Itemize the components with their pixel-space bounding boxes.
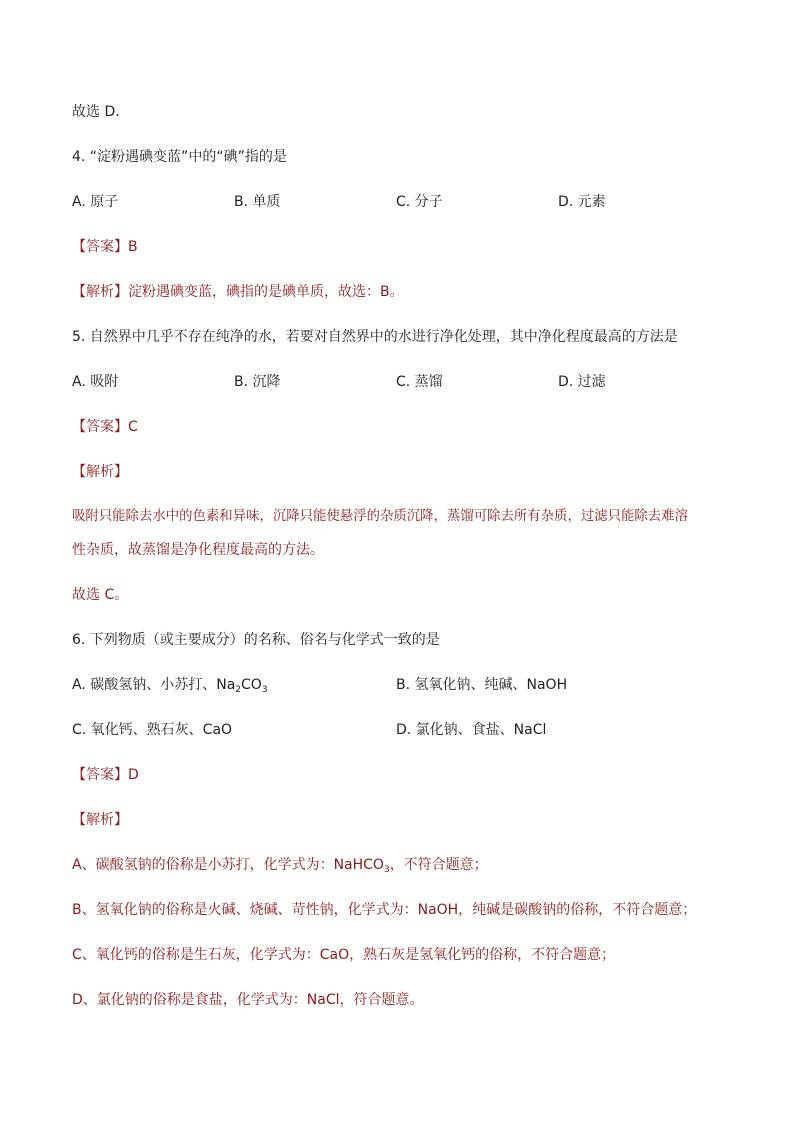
q5-answer: 【答案】C (72, 419, 138, 435)
q6-analysis-a-text: A、碳酸氢钠的俗称是小苏打，化学式为：NaHCO (72, 857, 384, 873)
q5-option-d: D. 过滤 (558, 374, 606, 390)
q5-option-c: C. 蒸馏 (396, 374, 443, 390)
q4-analysis-label: 【解析】 (72, 284, 128, 300)
q4-answer: 【答案】B (72, 239, 138, 255)
q4-option-c: C. 分子 (396, 194, 443, 210)
q5-conclusion: 故选 C。 (72, 587, 129, 603)
q6-option-a-text: A. 碳酸氢钠、小苏打、Na (72, 677, 236, 693)
q5-option-b: B. 沉降 (234, 374, 281, 390)
q6-analysis-label: 【解析】 (72, 812, 128, 828)
q6-option-a (72, 676, 268, 694)
q4-stem: 4. “淀粉遇碘变蓝”中的“碘”指的是 (72, 149, 287, 165)
q4-option-d: D. 元素 (558, 194, 606, 210)
q4-option-b: B. 单质 (234, 194, 281, 210)
q5-analysis-line2: 性杂质，故蒸馏是净化程度最高的方法。 (72, 542, 324, 558)
q6-stem: 6. 下列物质（或主要成分）的名称、俗名与化学式一致的是 (72, 632, 440, 648)
q6-option-a-mid: CO (241, 677, 262, 693)
q5-stem: 5. 自然界中几乎不存在纯净的水，若要对自然界中的水进行净化处理，其中净化程度最高的方法是 (72, 329, 678, 345)
q6-analysis-b: B、氢氧化钠的俗称是火碱、烧碱、苛性钠，化学式为：NaOH，纯碱是碳酸钠的俗称，不符合题意； (72, 902, 697, 918)
q4-analysis (72, 283, 404, 301)
q6-option-d: D. 氯化钠、食盐、NaCl (396, 722, 547, 738)
q4-analysis-text: 淀粉遇碘变蓝，碘指的是碘单质，故选：B。 (128, 284, 404, 300)
prev-conclusion: 故选 D． (72, 104, 130, 120)
q6-answer: 【答案】D (72, 767, 139, 783)
q6-option-c: C. 氧化钙、熟石灰、CaO (72, 722, 233, 738)
q6-option-a-sub2: 3 (261, 685, 268, 695)
q6-option-a-sub1: 2 (235, 685, 242, 695)
q5-analysis-label: 【解析】 (72, 464, 128, 480)
q6-analysis-d: D、氯化钠的俗称是食盐，化学式为：NaCl，符合题意。 (72, 992, 424, 1008)
q6-option-b: B. 氢氧化钠、纯碱、NaOH (396, 677, 568, 693)
q6-analysis-a (72, 856, 488, 874)
q6-analysis-a-tail: ，不符合题意； (389, 857, 488, 873)
q5-option-a: A. 吸附 (72, 374, 119, 390)
q6-analysis-c: C、氧化钙的俗称是生石灰，化学式为：CaO，熟石灰是氢氧化钙的俗称，不符合题意； (72, 947, 616, 963)
q5-analysis-line1: 吸附只能除去水中的色素和异味，沉降只能使悬浮的杂质沉降，蒸馏可除去所有杂质，过滤只能除去难溶 (72, 509, 688, 524)
q6-analysis-a-sub: 3 (383, 865, 390, 875)
q4-option-a: A. 原子 (72, 194, 119, 210)
